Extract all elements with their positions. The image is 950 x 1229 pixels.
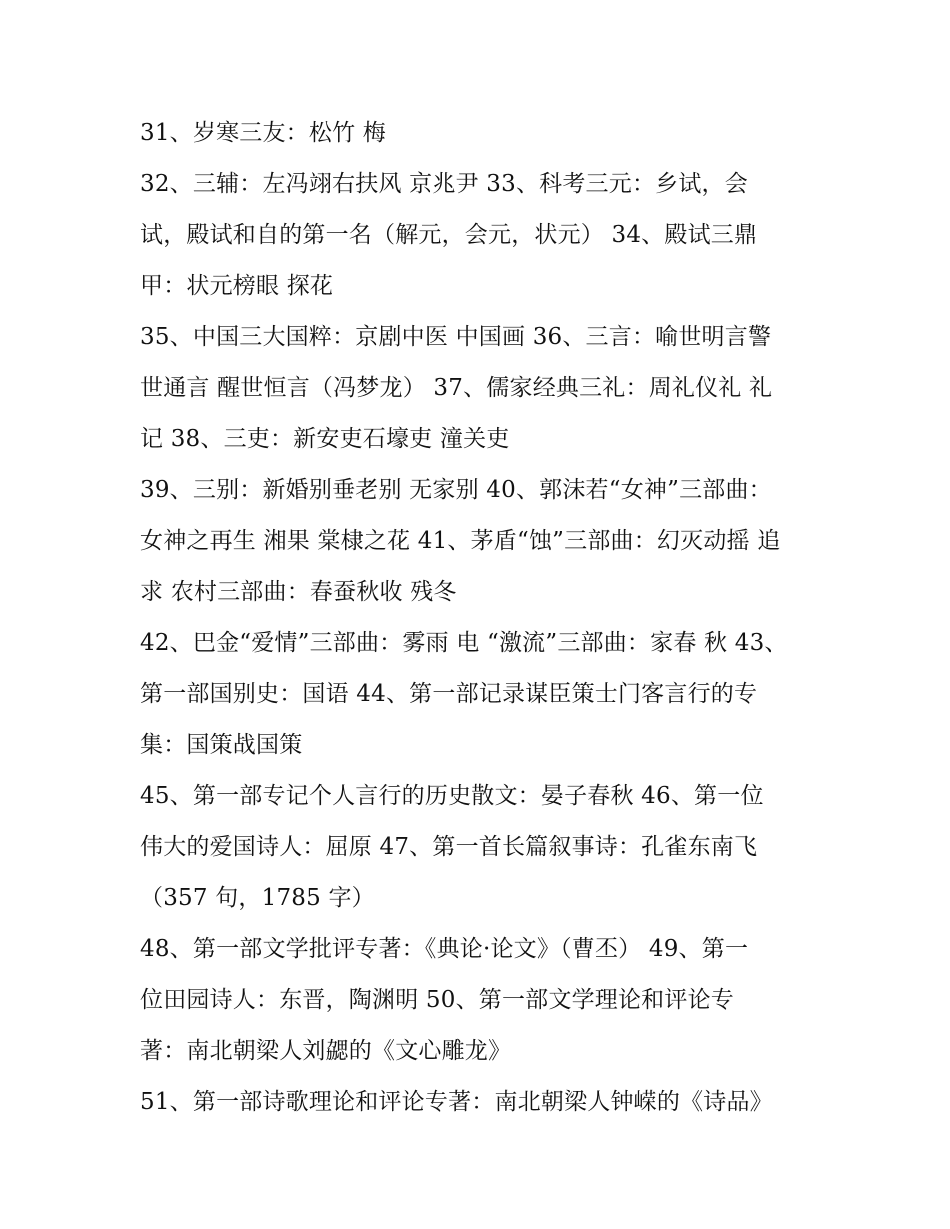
text-line: 42、巴金“爱情”三部曲：雾雨 电 “激流”三部曲：家春 秋 43、 <box>140 630 788 656</box>
text-line: 世通言 醒世恒言（冯梦龙） 37、儒家经典三礼：周礼仪礼 礼 <box>140 375 773 401</box>
text-line: 女神之再生 湘果 棠棣之花 41、茅盾“蚀”三部曲：幻灭动摇 追 <box>140 528 781 554</box>
text-line: 位田园诗人：东晋，陶渊明 50、第一部文学理论和评论专 <box>140 987 734 1013</box>
text-line: 51、第一部诗歌理论和评论专著：南北朝梁人钟嵘的《诗品》 <box>140 1089 773 1115</box>
document-body <box>140 108 820 1128</box>
text-line: 求 农村三部曲：春蚕秋收 残冬 <box>140 579 457 605</box>
text-line: 甲：状元榜眼 探花 <box>140 273 334 299</box>
text-line: 31、岁寒三友：松竹 梅 <box>140 120 386 146</box>
text-line: 试，殿试和自的第一名（解元，会元，状元） 34、殿试三鼎 <box>140 222 758 248</box>
text-line: 35、中国三大国粹：京剧中医 中国画 36、三言：喻世明言警 <box>140 324 772 350</box>
text-line: 集：国策战国策 <box>140 732 303 758</box>
text-line: 第一部国别史：国语 44、第一部记录谋臣策士门客言行的专 <box>140 681 758 707</box>
text-line: （357 句，1785 字） <box>140 885 375 911</box>
text-line: 39、三别：新婚别垂老别 无家别 40、郭沫若“女神”三部曲： <box>140 477 772 503</box>
text-line: 48、第一部文学批评专著：《典论·论文》（曹丕） 49、第一 <box>140 936 749 962</box>
text-line: 45、第一部专记个人言行的历史散文：晏子春秋 46、第一位 <box>140 783 764 809</box>
text-line: 著：南北朝梁人刘勰的《文心雕龙》 <box>140 1038 512 1064</box>
text-line: 32、三辅：左冯翊右扶风 京兆尹 33、科考三元：乡试，会 <box>140 171 748 197</box>
text-line: 伟大的爱国诗人：屈原 47、第一首长篇叙事诗：孔雀东南飞 <box>140 834 758 860</box>
text-line: 记 38、三吏：新安吏石壕吏 潼关吏 <box>140 426 510 452</box>
